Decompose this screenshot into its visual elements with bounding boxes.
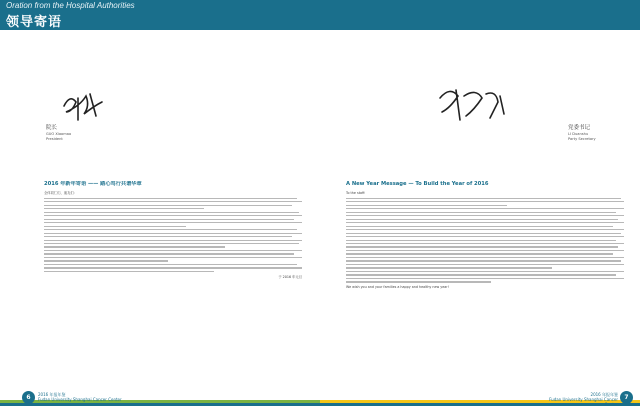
header-title: 领导寄语 bbox=[6, 15, 63, 30]
right-signatory-name-cn: 党委书记 bbox=[568, 125, 591, 131]
en-article-body bbox=[346, 198, 624, 283]
page-number-left: 6 bbox=[22, 391, 35, 404]
en-article bbox=[346, 181, 624, 379]
en-article-salutation: To the staff: bbox=[346, 191, 366, 195]
cn-article-heading: 2016 年新年寄语 —— 踏心笃行共谱华章 bbox=[44, 181, 142, 187]
footer-right-text bbox=[548, 392, 618, 406]
footer-right-line2: Fudan University Shanghai Cancer Center bbox=[549, 397, 618, 406]
footer-right-line1: 2016 年报年鉴 bbox=[590, 392, 618, 397]
left-signature-image bbox=[6, 36, 156, 161]
page-number-right: 7 bbox=[620, 391, 633, 404]
left-signatory-name-en: GUO Xiaomao bbox=[46, 132, 72, 136]
right-portrait-area bbox=[400, 36, 550, 161]
cn-article bbox=[44, 181, 302, 379]
right-signatory bbox=[568, 125, 628, 142]
left-signatory bbox=[46, 125, 106, 142]
right-signatory-name-en: LI Duanshu bbox=[568, 132, 589, 136]
right-signature-image bbox=[400, 36, 550, 161]
cn-article-body bbox=[44, 198, 302, 272]
page-header bbox=[0, 0, 640, 30]
header-subtitle: Oration from the Hospital Authorities bbox=[6, 1, 135, 10]
footer-left-line2: Fudan University Shanghai Cancer Center bbox=[38, 397, 122, 402]
left-signatory-role: President bbox=[46, 137, 63, 141]
en-article-closing: We wish you and your families a happy and healthy new year! bbox=[346, 284, 449, 289]
footer-left-text bbox=[38, 392, 122, 402]
en-article-heading: A New Year Message — To Build the Year of 2016 bbox=[346, 181, 489, 187]
left-signatory-name-cn: 院长 bbox=[46, 125, 58, 131]
cn-article-salutation: 全体同仁们、朋友们： bbox=[44, 191, 77, 195]
cn-article-signoff: 于 2016 年元旦 bbox=[278, 275, 302, 280]
footer-left-line1: 2016 年报年鉴 bbox=[38, 392, 66, 397]
left-portrait-area bbox=[6, 36, 156, 161]
right-signatory-role: Party Secretary bbox=[568, 137, 596, 141]
